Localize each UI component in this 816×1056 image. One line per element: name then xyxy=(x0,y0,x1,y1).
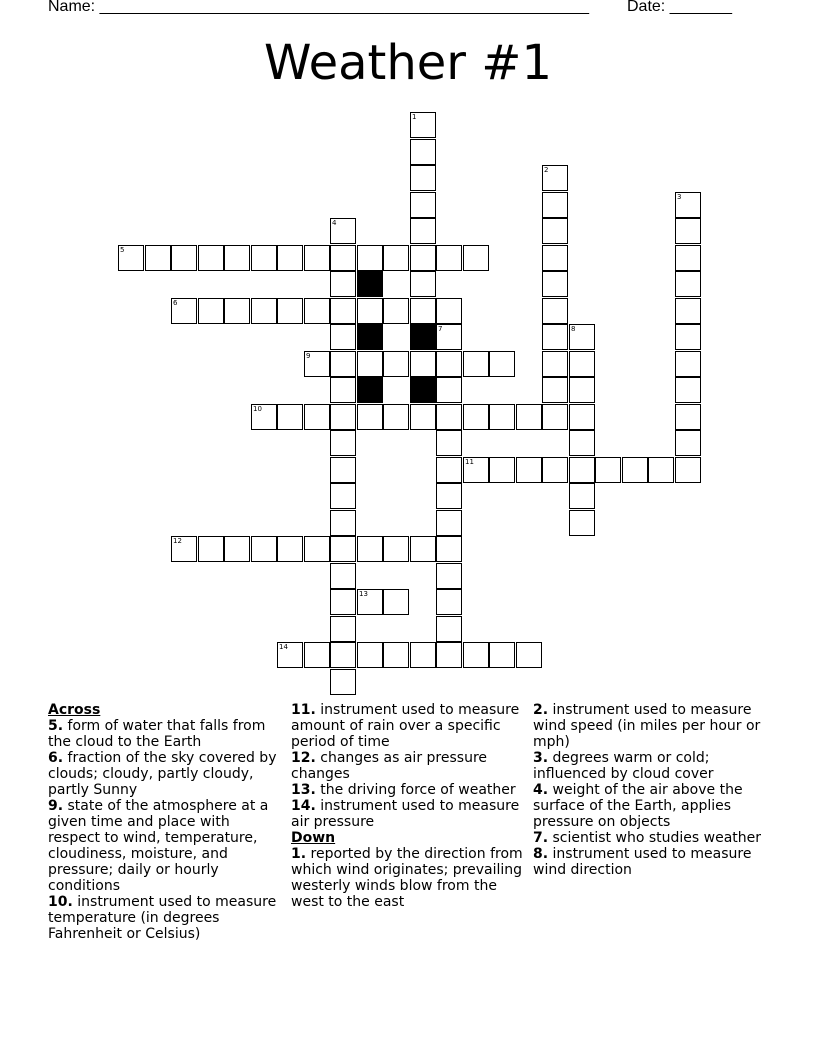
grid-cell[interactable] xyxy=(410,642,436,668)
clue-number: 7 xyxy=(438,325,443,333)
grid-cell[interactable] xyxy=(304,404,330,430)
grid-cell[interactable] xyxy=(436,642,462,668)
grid-cell[interactable] xyxy=(410,298,436,324)
grid-cell[interactable] xyxy=(675,271,701,297)
across-heading: Across xyxy=(48,702,101,718)
clue-across-14: 14. instrument used to measure air pressure xyxy=(291,798,520,830)
grid-cell[interactable] xyxy=(224,245,250,271)
grid-cell[interactable] xyxy=(171,536,197,562)
clue-across-10: 10. instrument used to measure temperature (in degrees Fahrenheit or Celsius) xyxy=(48,894,277,942)
grid-cell[interactable] xyxy=(410,112,436,138)
clue-down-1: 1. reported by the direction from which wind originates; prevailing westerly winds blow from the west to the east xyxy=(291,846,523,910)
grid-cell[interactable] xyxy=(330,616,356,642)
grid-cell[interactable] xyxy=(251,536,277,562)
grid-cell[interactable] xyxy=(569,457,595,483)
grid-block xyxy=(357,271,383,297)
grid-cell[interactable] xyxy=(436,457,462,483)
grid-cell[interactable] xyxy=(251,404,277,430)
grid-cell[interactable] xyxy=(436,589,462,615)
clue-down-8: 8. instrument used to measure wind direction xyxy=(533,846,752,878)
grid-cell[interactable] xyxy=(330,642,356,668)
grid-cell[interactable] xyxy=(542,218,568,244)
grid-cell[interactable] xyxy=(277,245,303,271)
grid-cell[interactable] xyxy=(436,483,462,509)
grid-cell[interactable] xyxy=(410,218,436,244)
grid-cell[interactable] xyxy=(357,298,383,324)
grid-cell[interactable] xyxy=(383,298,409,324)
name-field-label[interactable]: Name: _______________________________________________________ xyxy=(48,0,589,15)
grid-cell[interactable] xyxy=(330,536,356,562)
grid-cell[interactable] xyxy=(675,430,701,456)
grid-cell[interactable] xyxy=(436,377,462,403)
grid-cell[interactable] xyxy=(569,324,595,350)
grid-cell[interactable] xyxy=(595,457,621,483)
clue-number: 2 xyxy=(544,166,549,174)
grid-cell[interactable] xyxy=(622,457,648,483)
grid-cell[interactable] xyxy=(330,271,356,297)
grid-cell[interactable] xyxy=(410,192,436,218)
clue-across-5: 5. form of water that falls from the cloud to the Earth xyxy=(48,718,266,750)
grid-cell[interactable] xyxy=(516,642,542,668)
grid-cell[interactable] xyxy=(516,404,542,430)
grid-cell[interactable] xyxy=(542,377,568,403)
grid-cell[interactable] xyxy=(383,245,409,271)
clue-number: 11 xyxy=(465,458,474,466)
grid-cell[interactable] xyxy=(436,616,462,642)
grid-cell[interactable] xyxy=(675,324,701,350)
grid-cell[interactable] xyxy=(648,457,674,483)
grid-cell[interactable] xyxy=(357,351,383,377)
grid-cell[interactable] xyxy=(436,324,462,350)
grid-block xyxy=(357,377,383,403)
grid-cell[interactable] xyxy=(304,642,330,668)
grid-cell[interactable] xyxy=(489,642,515,668)
grid-cell[interactable] xyxy=(357,642,383,668)
clue-number: 8 xyxy=(571,325,576,333)
grid-cell[interactable] xyxy=(410,404,436,430)
grid-cell[interactable] xyxy=(330,510,356,536)
grid-cell[interactable] xyxy=(410,536,436,562)
grid-cell[interactable] xyxy=(224,298,250,324)
grid-cell[interactable] xyxy=(542,457,568,483)
clue-number: 6 xyxy=(173,299,178,307)
grid-cell[interactable] xyxy=(357,245,383,271)
clue-number: 10 xyxy=(253,405,262,413)
grid-cell[interactable] xyxy=(410,271,436,297)
clue-down-4: 4. weight of the air above the surface of the Earth, applies pressure on objects xyxy=(533,782,743,830)
grid-cell[interactable] xyxy=(171,245,197,271)
grid-cell[interactable] xyxy=(542,324,568,350)
grid-cell[interactable] xyxy=(383,642,409,668)
grid-cell[interactable] xyxy=(675,351,701,377)
grid-cell[interactable] xyxy=(675,298,701,324)
grid-cell[interactable] xyxy=(277,536,303,562)
grid-cell[interactable] xyxy=(436,245,462,271)
grid-cell[interactable] xyxy=(569,404,595,430)
grid-cell[interactable] xyxy=(489,457,515,483)
grid-cell[interactable] xyxy=(410,165,436,191)
grid-block xyxy=(410,377,436,403)
clue-number: 5 xyxy=(120,246,125,254)
grid-cell[interactable] xyxy=(251,298,277,324)
grid-cell[interactable] xyxy=(330,430,356,456)
grid-cell[interactable] xyxy=(383,589,409,615)
grid-cell[interactable] xyxy=(569,377,595,403)
date-field-label[interactable]: Date: _______ xyxy=(627,0,732,15)
grid-cell[interactable] xyxy=(383,351,409,377)
grid-cell[interactable] xyxy=(330,351,356,377)
grid-cell[interactable] xyxy=(277,404,303,430)
clue-number: 3 xyxy=(677,193,682,201)
grid-cell[interactable] xyxy=(436,430,462,456)
grid-cell[interactable] xyxy=(383,536,409,562)
grid-cell[interactable] xyxy=(542,404,568,430)
grid-cell[interactable] xyxy=(330,377,356,403)
clue-across-11: 11. instrument used to measure amount of rain over a specific period of time xyxy=(291,702,520,750)
grid-cell[interactable] xyxy=(463,457,489,483)
grid-cell[interactable] xyxy=(118,245,144,271)
grid-cell[interactable] xyxy=(198,245,224,271)
grid-cell[interactable] xyxy=(330,457,356,483)
grid-cell[interactable] xyxy=(330,669,356,695)
grid-cell[interactable] xyxy=(675,245,701,271)
clue-down-7: 7. scientist who studies weather xyxy=(533,830,761,846)
grid-cell[interactable] xyxy=(463,404,489,430)
grid-cell[interactable] xyxy=(675,218,701,244)
grid-cell[interactable] xyxy=(330,218,356,244)
grid-cell[interactable] xyxy=(330,245,356,271)
grid-cell[interactable] xyxy=(542,165,568,191)
grid-cell[interactable] xyxy=(277,298,303,324)
grid-cell[interactable] xyxy=(330,404,356,430)
grid-cell[interactable] xyxy=(410,351,436,377)
clue-across-13: 13. the driving force of weather xyxy=(291,782,516,798)
grid-cell[interactable] xyxy=(330,563,356,589)
grid-cell[interactable] xyxy=(171,298,197,324)
grid-cell[interactable] xyxy=(516,457,542,483)
grid-cell[interactable] xyxy=(251,245,277,271)
grid-cell[interactable] xyxy=(330,483,356,509)
grid-cell[interactable] xyxy=(145,245,171,271)
grid-cell[interactable] xyxy=(198,298,224,324)
clue-number: 13 xyxy=(359,590,368,598)
clue-number: 4 xyxy=(332,219,337,227)
grid-cell[interactable] xyxy=(330,589,356,615)
grid-cell[interactable] xyxy=(383,404,409,430)
grid-cell[interactable] xyxy=(489,404,515,430)
grid-cell[interactable] xyxy=(463,351,489,377)
grid-cell[interactable] xyxy=(569,430,595,456)
clue-number: 1 xyxy=(412,113,417,121)
grid-cell[interactable] xyxy=(542,192,568,218)
grid-cell[interactable] xyxy=(675,457,701,483)
grid-cell[interactable] xyxy=(436,351,462,377)
grid-cell[interactable] xyxy=(198,536,224,562)
grid-cell[interactable] xyxy=(357,536,383,562)
grid-cell[interactable] xyxy=(436,404,462,430)
clue-down-3: 3. degrees warm or cold; influenced by cloud cover xyxy=(533,750,714,782)
grid-cell[interactable] xyxy=(330,298,356,324)
grid-cell[interactable] xyxy=(542,271,568,297)
page-title: Weather #1 xyxy=(263,35,553,91)
grid-cell[interactable] xyxy=(569,351,595,377)
clue-down-2: 2. instrument used to measure wind speed (in miles per hour or mph) xyxy=(533,702,761,750)
grid-cell[interactable] xyxy=(436,563,462,589)
grid-cell[interactable] xyxy=(304,536,330,562)
grid-cell[interactable] xyxy=(542,298,568,324)
clue-number: 9 xyxy=(306,352,311,360)
down-heading: Down xyxy=(291,830,336,846)
grid-cell[interactable] xyxy=(542,245,568,271)
grid-block xyxy=(410,324,436,350)
grid-cell[interactable] xyxy=(675,192,701,218)
grid-cell[interactable] xyxy=(304,351,330,377)
grid-cell[interactable] xyxy=(569,510,595,536)
grid-cell[interactable] xyxy=(489,351,515,377)
clue-across-6: 6. fraction of the sky covered by clouds; cloudy, partly cloudy, partly Sunny xyxy=(48,750,277,798)
grid-cell[interactable] xyxy=(542,351,568,377)
grid-cell[interactable] xyxy=(463,642,489,668)
clue-column-2 xyxy=(291,702,525,910)
grid-cell[interactable] xyxy=(410,245,436,271)
grid-cell[interactable] xyxy=(357,589,383,615)
grid-cell[interactable] xyxy=(330,324,356,350)
clue-number: 12 xyxy=(173,537,182,545)
grid-block xyxy=(357,324,383,350)
grid-cell[interactable] xyxy=(675,377,701,403)
grid-cell[interactable] xyxy=(569,483,595,509)
grid-cell[interactable] xyxy=(304,298,330,324)
clue-across-12: 12. changes as air pressure changes xyxy=(291,750,488,782)
grid-cell[interactable] xyxy=(224,536,250,562)
grid-cell[interactable] xyxy=(436,510,462,536)
grid-cell[interactable] xyxy=(304,245,330,271)
grid-cell[interactable] xyxy=(436,298,462,324)
grid-cell[interactable] xyxy=(357,404,383,430)
clue-column-1 xyxy=(48,702,280,942)
grid-cell[interactable] xyxy=(436,536,462,562)
grid-cell[interactable] xyxy=(410,139,436,165)
clue-column-3 xyxy=(533,702,769,878)
clue-number: 14 xyxy=(279,643,288,651)
grid-cell[interactable] xyxy=(277,642,303,668)
clue-across-9: 9. state of the atmosphere at a given time and place with respect to wind, temperature, cloudiness, moisture, and pressure; daily or hourly conditions xyxy=(48,798,269,894)
grid-cell[interactable] xyxy=(463,245,489,271)
grid-cell[interactable] xyxy=(675,404,701,430)
